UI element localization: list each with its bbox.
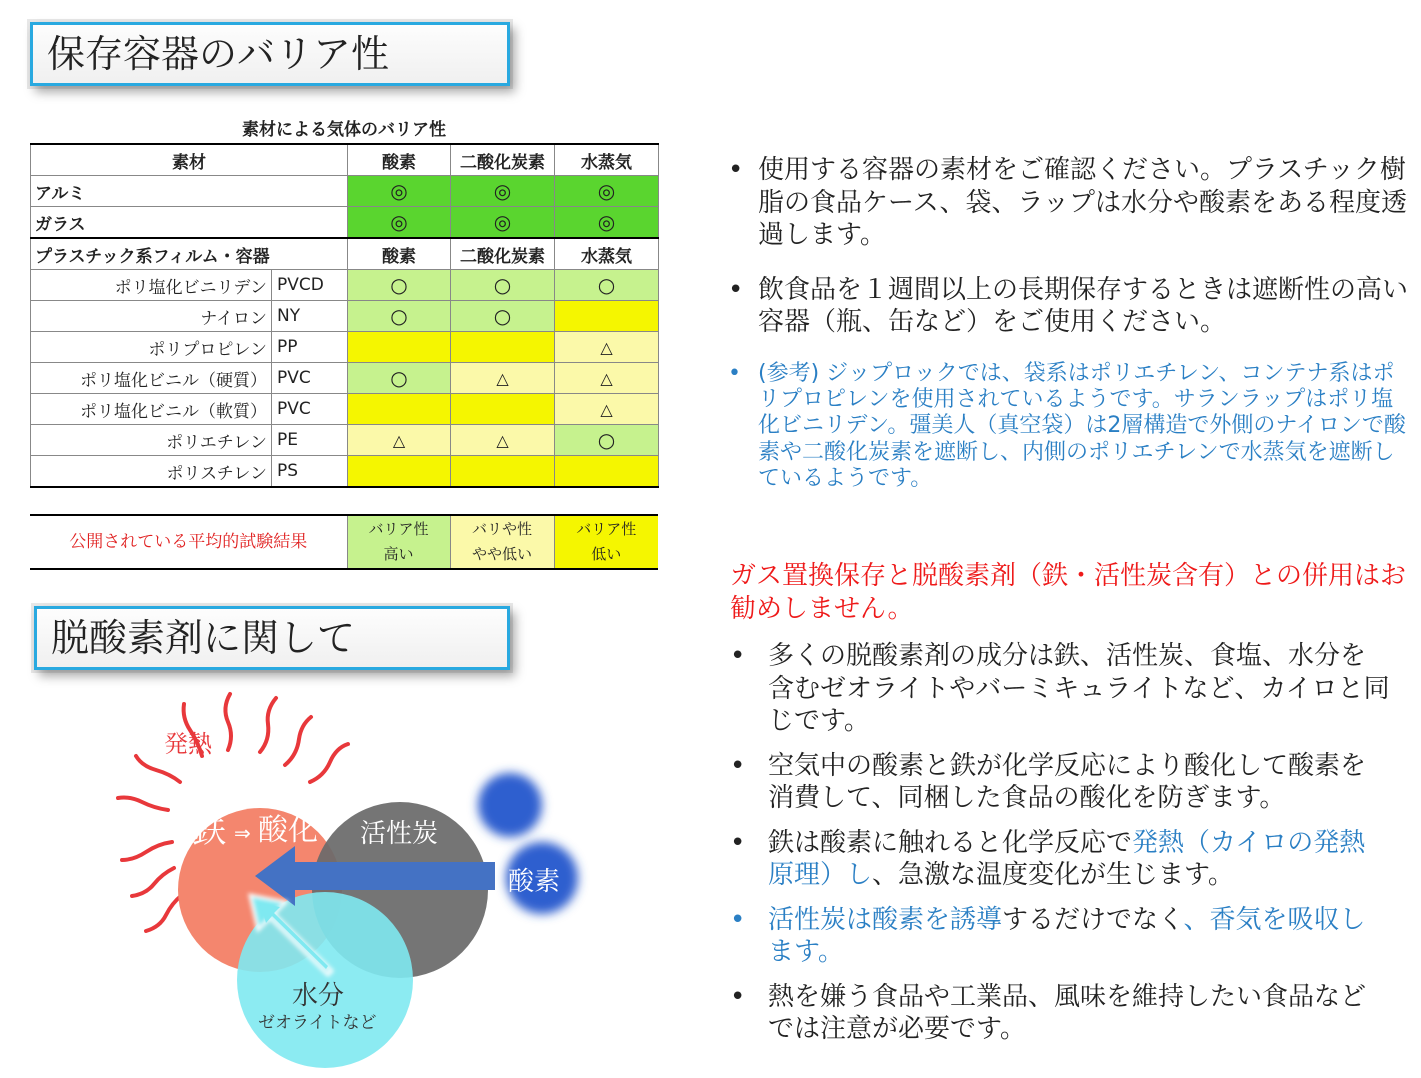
material-name: ナイロン [31, 301, 272, 332]
header-co2: 二酸化炭素 [451, 144, 555, 176]
list-item: • 熱を嫌う食品や工業品、風味を維持したい食品などでは注意が必要です。 [730, 981, 1390, 1046]
table-caption: 素材による気体のバリア性 [242, 120, 446, 140]
container-bullets [728, 154, 1408, 514]
zeolite-label: ゼオライトなど [258, 1013, 377, 1033]
material-name: ポリプロピレン [31, 332, 272, 363]
cell-co2: ○ [451, 270, 555, 301]
material-name: ポリ塩化ビニリデン [31, 270, 272, 301]
material-abbr: PVCD [272, 270, 348, 301]
cell-oxygen [348, 332, 451, 363]
plastic-header-row [31, 238, 659, 270]
cell-co2 [451, 456, 555, 488]
material-abbr: PS [272, 456, 348, 488]
cell-oxygen [348, 394, 451, 425]
carbon-label: 活性炭 [360, 819, 439, 849]
cell-oxygen [348, 456, 451, 488]
table-row [31, 425, 659, 456]
cell-oxygen: ◎ [348, 207, 451, 239]
table-row [31, 270, 659, 301]
cell-vapor [555, 456, 659, 488]
legend-label: 公開されている平均的試験結果 [30, 515, 347, 569]
legend-high-line1: バリア性 [368, 519, 429, 538]
plastic-header-vapor: 水蒸気 [555, 238, 659, 270]
cell-vapor: △ [555, 394, 659, 425]
arrow-symbol: ⇒ [234, 821, 251, 845]
highlight-carbon: 活性炭は酸素を誘導 [768, 904, 1003, 935]
cell-co2 [451, 394, 555, 425]
cell-co2: △ [451, 425, 555, 456]
cell-oxygen: ◎ [348, 176, 451, 207]
cell-vapor: △ [555, 332, 659, 363]
plastic-header-name: プラスチック系フィルム・容器 [31, 238, 348, 270]
cell-co2 [451, 332, 555, 363]
cell-vapor [555, 301, 659, 332]
list-item: • 飲食品を１週間以上の長期保存するときは遮断性の高い容器（瓶、缶など）をご使用ください。 [728, 274, 1408, 339]
highlight-aroma: 、香気を吸収します。 [768, 904, 1366, 967]
iron-label: 鉄 [192, 811, 226, 851]
heat-label: 発熱 [164, 730, 212, 758]
oxygen-absorber-bullets [730, 640, 1390, 1058]
section-title-barrier: 保存容器のバリア性 [47, 32, 390, 76]
legend-low-line2: 低い [591, 545, 622, 563]
table-row [31, 456, 659, 488]
legend-mid-line2: やや低い [471, 545, 532, 563]
list-item: • 使用する容器の素材をご確認ください。プラスチック樹脂の食品ケース、袋、ラップは水分や酸素をある程度透過します。 [728, 154, 1408, 252]
material-abbr: PE [272, 425, 348, 456]
material-name: ポリスチレン [31, 456, 272, 488]
material-name: ポリ塩化ビニル（硬質） [31, 363, 272, 394]
material-name: ポリ塩化ビニル（軟質） [31, 394, 272, 425]
cell-co2: △ [451, 363, 555, 394]
warning-text: ガス置換保存と脱酸素剤（鉄・活性炭含有）との併用はお勧めしません。 [730, 561, 1407, 624]
section-title-oxygen-absorber: 脱酸素剤に関して [51, 616, 356, 660]
table-row [31, 176, 659, 207]
list-item-reference: • (参考) ジップロックでは、袋系はポリエチレン、コンテナ系はポリプロピレンを使用されているようです。サランラップはポリ塩化ビニリデン。彊美人（真空袋）は2層構造で外側のナイロンで酸素や二酸化炭素を遮断し、内側のポリエチレンで水蒸気を遮断しているようです。 [728, 361, 1408, 493]
plastic-header-co2: 二酸化炭素 [451, 238, 555, 270]
oxidation-label: 酸化 [258, 813, 318, 848]
cell-oxygen: ○ [348, 301, 451, 332]
cell-vapor: ◎ [555, 207, 659, 239]
legend-high [347, 515, 450, 569]
header-material: 素材 [31, 144, 348, 176]
legend-mid [450, 515, 554, 569]
section-title-container-oxygen-absorber [34, 606, 510, 670]
water-label: 水分 [292, 981, 345, 1011]
legend-mid-line1: バリや性 [471, 519, 532, 538]
cell-oxygen: △ [348, 425, 451, 456]
material-name: ガラス [31, 207, 348, 239]
legend-table [30, 514, 658, 570]
table-row [31, 394, 659, 425]
header-vapor: 水蒸気 [555, 144, 659, 176]
list-item: • 空気中の酸素と鉄が化学反応により酸化して酸素を消費して、同梱した食品の酸化を防ぎます。 [730, 750, 1390, 815]
cell-oxygen: ○ [348, 270, 451, 301]
material-abbr: PVC [272, 394, 348, 425]
material-abbr: PP [272, 332, 348, 363]
header-oxygen: 酸素 [348, 144, 451, 176]
diagram-svg [110, 690, 590, 1075]
oxygen-label: 酸素 [508, 867, 561, 897]
table-row [31, 301, 659, 332]
cell-co2: ◎ [451, 207, 555, 239]
barrier-table [30, 143, 659, 488]
text-segment: するだけでなく [1002, 904, 1184, 935]
legend-low [554, 515, 658, 569]
oxygen-absorber-diagram [110, 690, 590, 1075]
plastic-header-oxygen: 酸素 [348, 238, 451, 270]
material-abbr: NY [272, 301, 348, 332]
cell-co2: ○ [451, 301, 555, 332]
list-item [730, 827, 1390, 892]
cell-co2: ◎ [451, 176, 555, 207]
table-row [31, 363, 659, 394]
highlight-heat: 発熱（カイロの発熱原理）し [768, 827, 1366, 890]
cell-vapor: ○ [555, 270, 659, 301]
table-row [31, 332, 659, 363]
legend-low-line1: バリア性 [576, 519, 637, 538]
material-abbr: PVC [272, 363, 348, 394]
text-segment: 鉄は酸素に触れると化学反応で [768, 827, 1133, 858]
material-name: アルミ [31, 176, 348, 207]
legend-high-line2: 高い [383, 545, 414, 563]
text-segment: 、急激な温度変化が生じます。 [872, 860, 1234, 890]
table-header-row [31, 144, 659, 176]
oxygen-molecule-1 [478, 773, 542, 837]
section-title-container-barrier [30, 22, 510, 86]
table-row [31, 207, 659, 239]
list-item: • 多くの脱酸素剤の成分は鉄、活性炭、食塩、水分を含むゼオライトやバーミキュライトなど、カイロと同じです。 [730, 640, 1390, 738]
cell-vapor: ◎ [555, 176, 659, 207]
cell-oxygen: ○ [348, 363, 451, 394]
list-item [730, 904, 1390, 969]
cell-vapor: ○ [555, 425, 659, 456]
cell-vapor: △ [555, 363, 659, 394]
material-name: ポリエチレン [31, 425, 272, 456]
